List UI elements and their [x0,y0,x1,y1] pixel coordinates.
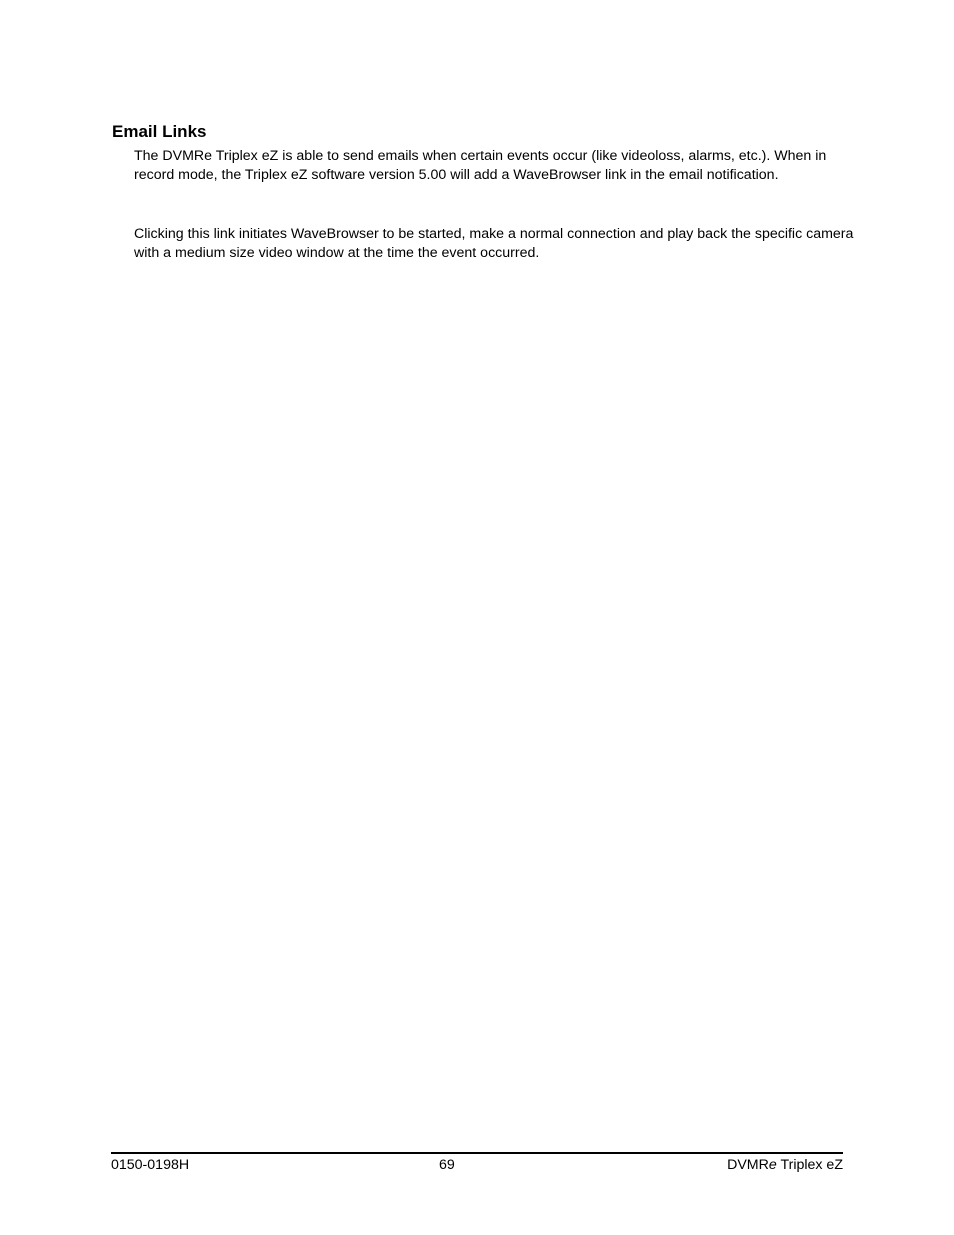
section-heading: Email Links [112,122,207,141]
footer-product-suffix: Triplex eZ [776,1157,843,1173]
footer-product-prefix: DVMR [727,1157,769,1173]
footer-product-name [727,1156,843,1174]
body-paragraph-2: Clicking this link initiates WaveBrowser to be started, make a normal connection and play back the specific camera with a medium size video window at the time the event occurred. [134,226,854,261]
body-paragraph-1: The DVMRe Triplex eZ is able to send emails when certain events occur (like videoloss, alarms, etc.). When in record mode, the Triplex eZ software version 5.00 will add a WaveBrowser link in the email notification. [134,148,827,183]
footer-page-number: 69 [439,1157,455,1173]
footer-doc-number: 0150-0198H [111,1157,190,1173]
footer-divider [111,1152,843,1154]
footer-product-italic: e [768,1157,777,1173]
